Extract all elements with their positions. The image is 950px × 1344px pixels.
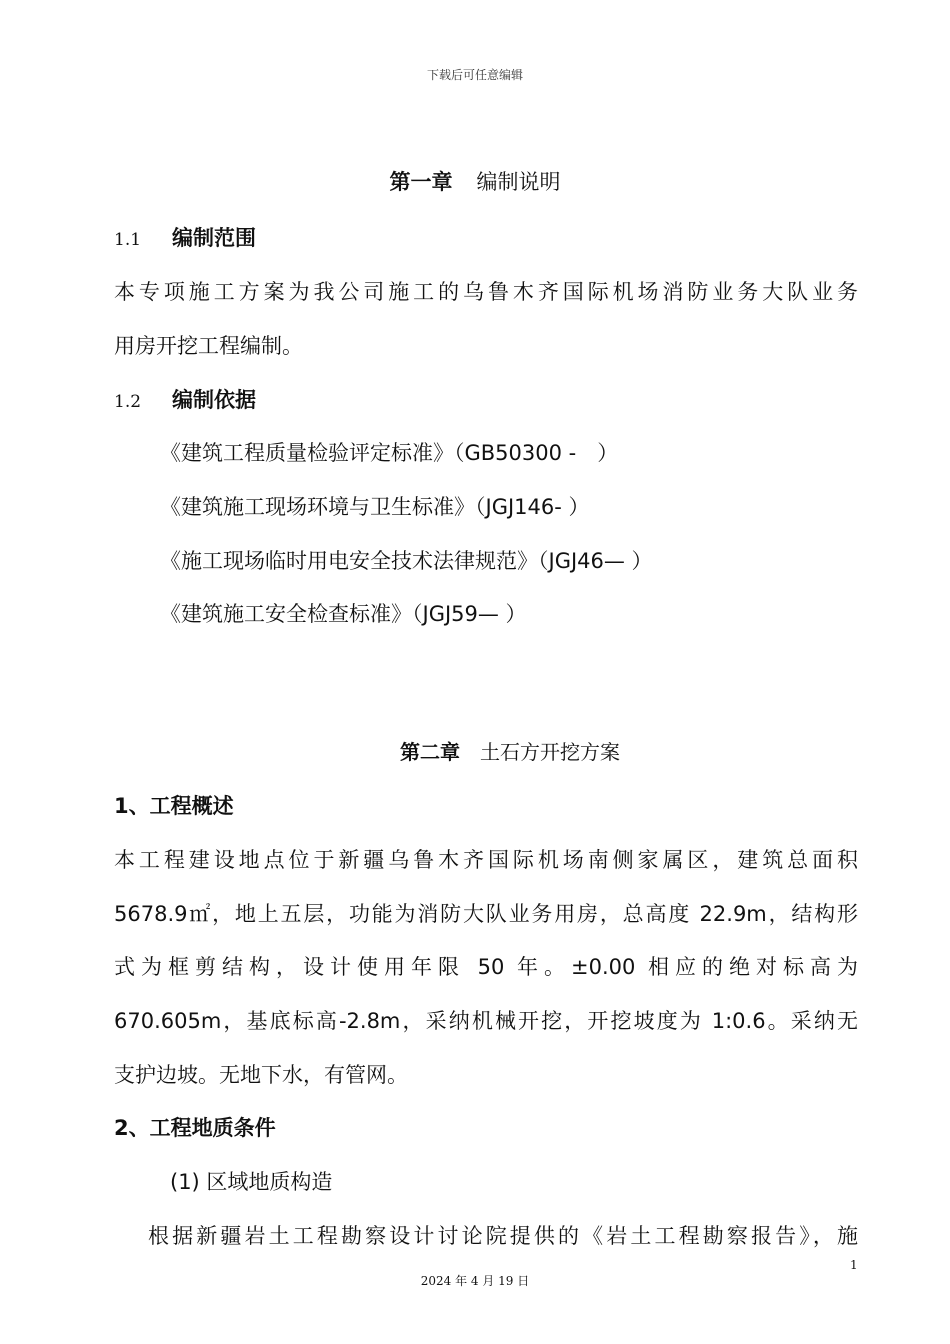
paragraph-line: 本专项施工方案为我公司施工的乌鲁木齐国际机场消防业务大队业务: [114, 280, 858, 304]
paragraph-line: 本工程建设地点位于新疆乌鲁木齐国际机场南侧家属区，建筑总面积: [114, 848, 858, 872]
section-number: 1.1: [114, 230, 142, 250]
chapter-2-title: 土石方开挖方案: [480, 740, 620, 764]
paragraph-line: 根据新疆岩土工程勘察设计讨论院提供的《岩土工程勘察报告》，施: [148, 1224, 858, 1248]
page-header: 下载后可任意编辑: [426, 68, 523, 82]
chapter-2-number: 第二章: [400, 740, 460, 764]
reference-item: 《施工现场临时用电安全技术法律规范》（JGJ46— ）: [160, 549, 653, 573]
section-1-1-heading: [114, 222, 256, 252]
section-title: 编制范围: [172, 226, 256, 250]
paragraph-line: 用房开挖工程编制。: [114, 334, 303, 358]
section-1-heading: [114, 790, 234, 820]
section-2-heading: [114, 1112, 276, 1142]
section-title: 2、工程地质条件: [114, 1116, 276, 1140]
paragraph-line: 670.605m，基底标高-2.8m，采纳机械开挖，开挖坡度为 1:0.6。采纳无: [114, 1009, 858, 1033]
subsection-heading: (1) 区域地质构造: [170, 1170, 333, 1194]
paragraph-line: 式为框剪结构，设计使用年限 50 年。±0.00 相应的绝对标高为: [114, 955, 858, 979]
chapter-1-title: 编制说明: [476, 170, 561, 194]
chapter-1-heading: [0, 166, 950, 196]
reference-item: 《建筑施工现场环境与卫生标准》（JGJ146- ）: [160, 495, 590, 519]
paragraph-line: 5678.9㎡，地上五层，功能为消防大队业务用房，总高度 22.9m，结构形: [114, 902, 858, 926]
page-number: 1: [850, 1258, 858, 1272]
reference-item: 《建筑工程质量检验评定标准》（GB50300 - ）: [160, 441, 619, 465]
section-1-2-heading: [114, 384, 256, 414]
section-number: 1.2: [114, 392, 142, 412]
chapter-2-heading: [0, 736, 950, 765]
paragraph-line: 支护边坡。无地下水，有管网。: [114, 1063, 408, 1087]
section-title: 编制依据: [172, 388, 256, 412]
page-footer-date: 2024 年 4 月 19 日: [420, 1274, 530, 1288]
chapter-1-number: 第一章: [389, 170, 453, 194]
section-title: 1、工程概述: [114, 794, 234, 818]
reference-item: 《建筑施工安全检查标准》（JGJ59— ）: [160, 602, 527, 626]
